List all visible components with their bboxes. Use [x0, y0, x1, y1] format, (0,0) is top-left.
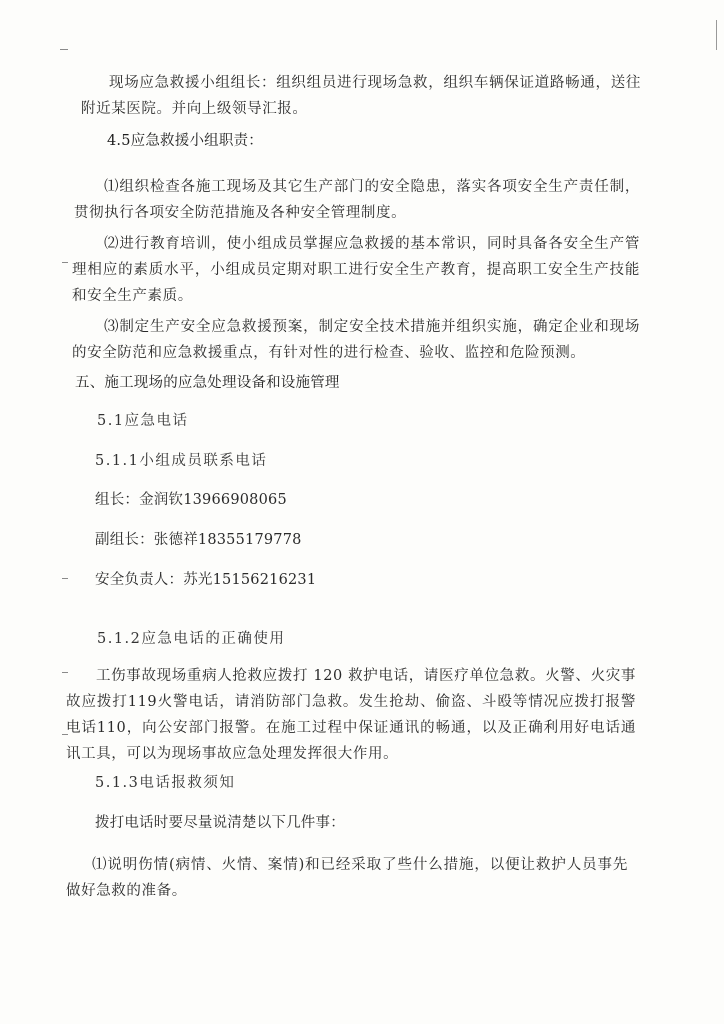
- scan-speck: [716, 20, 717, 50]
- paragraph-duty-2: ⑵进行教育培训，使小组成员掌握应急救援的基本常识，同时具备各安全生产管理相应的素质水平，小组成员定期对职工进行安全生产教育，提高职工安全生产技能和安全生产素质。: [72, 236, 640, 304]
- heading-section-5: 五、施工现场的应急处理设备和设施管理: [75, 375, 340, 391]
- paragraph-phone-usage: 工伤事故现场重病人抢救应拨打 120 救护电话，请医疗单位急救。火警、火灾事故应拨打119火警电话，请消防部门急救。发生抢劫、偷盗、斗殴等情况应拨打报警电话110，向公安部门报警。在施工过程中保证通讯的畅通，以及正确利用好电话通讯工具，可以为现场事故应急处理发挥很大作用。: [66, 668, 636, 762]
- contact-leader: 组长：金润钦13966908065: [95, 492, 287, 508]
- paragraph-call-notice: 拨打电话时要尽量说清楚以下几件事：: [95, 815, 345, 831]
- paragraph-duty-1: ⑴组织检查各施工现场及其它生产部门的安全隐患，落实各项安全生产责任制，贯彻执行各项安全防范措施及各种安全管理制度。: [74, 179, 640, 221]
- contact-safety-officer: 安全负责人：苏光15156216231: [95, 572, 317, 588]
- heading-4-5: 4.5应急救援小组职责：: [107, 133, 263, 149]
- scan-mark: [62, 578, 68, 579]
- paragraph-duty-3: ⑶制定生产安全应急救援预案，制定安全技术措施并组织实施，确定企业和现场的安全防范和应急救援重点，有针对性的进行检查、验收、监控和危险预测。: [72, 319, 640, 361]
- scan-mark: [62, 262, 68, 263]
- heading-5-1-2: 5.1.2应急电话的正确使用: [97, 631, 286, 647]
- heading-5-1-3: 5.1.3电话报救须知: [95, 775, 236, 791]
- paragraph-leader-duties: 现场应急救援小组组长：组织组员进行现场急救，组织车辆保证道路畅通，送往附近某医院。并向上级领导汇报。: [81, 75, 641, 117]
- heading-5-1-1: 5.1.1小组成员联系电话: [95, 453, 268, 469]
- contact-deputy: 副组长：张德祥18355179778: [95, 532, 302, 548]
- heading-5-1: 5.1应急电话: [97, 413, 189, 429]
- paragraph-item-1: ⑴说明伤情(病情、火情、案情)和已经采取了些什么措施，以便让救护人员事先做好急救的准备。: [66, 857, 628, 899]
- scan-mark: [60, 49, 68, 50]
